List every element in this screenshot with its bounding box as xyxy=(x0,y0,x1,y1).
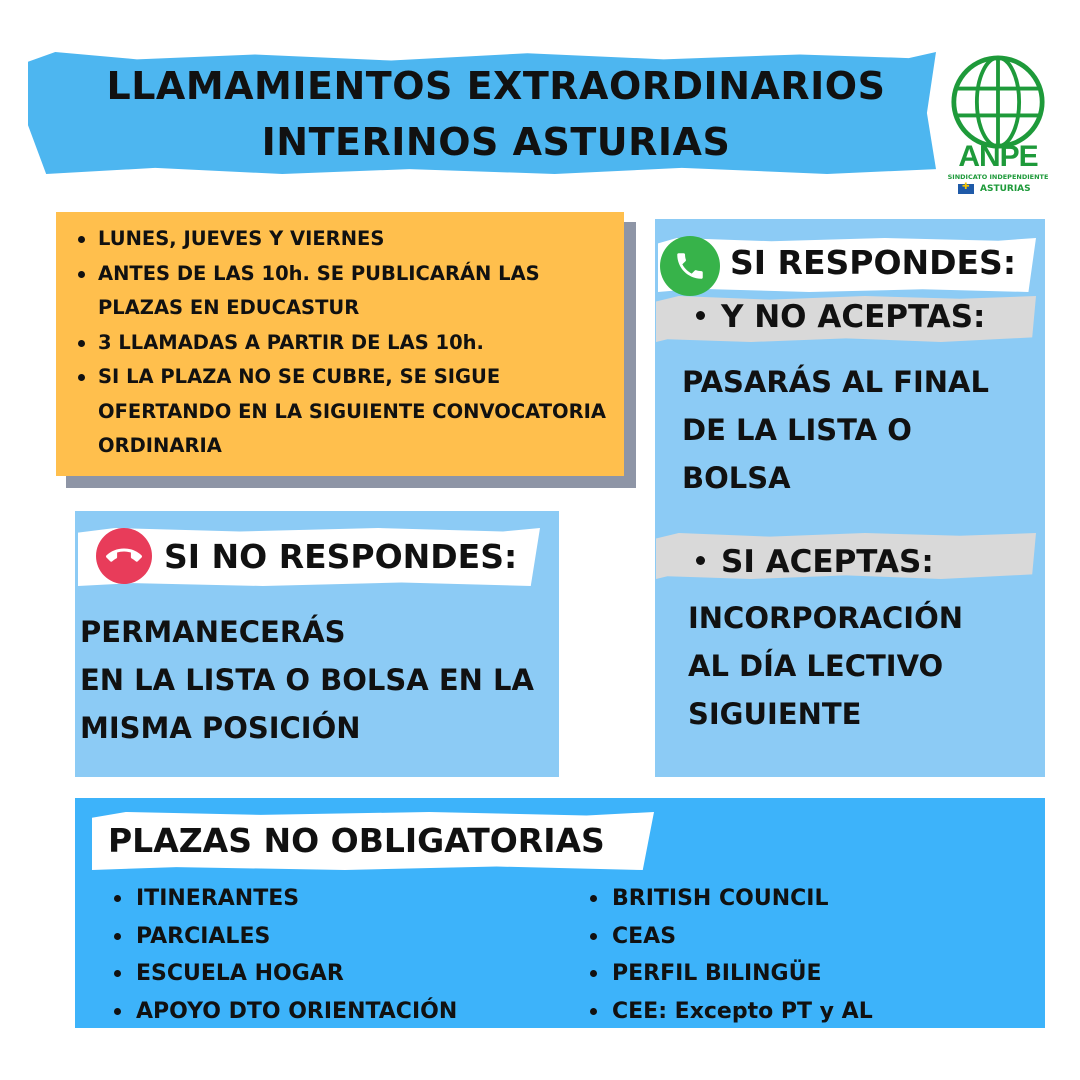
logo-region xyxy=(958,183,1048,195)
list-item: ESCUELA HOGAR xyxy=(112,955,572,993)
hang-up-phone-icon xyxy=(96,528,152,584)
logo-region-label: ASTURIAS xyxy=(980,184,1031,194)
phone-handset-icon xyxy=(673,249,707,283)
no-aceptas-label: Y NO ACEPTAS: xyxy=(721,299,986,335)
list-item: 3 LLAMADAS A PARTIR DE LAS 10h. xyxy=(74,326,608,361)
plazas-list-right xyxy=(588,880,1038,1030)
plazas-heading: PLAZAS NO OBLIGATORIAS xyxy=(108,821,605,860)
no-aceptas-heading xyxy=(696,294,985,340)
info-card xyxy=(56,212,624,476)
info-list xyxy=(74,222,608,464)
si-respondes-heading: SI RESPONDES: xyxy=(730,243,1017,282)
list-item: ITINERANTES xyxy=(112,880,572,918)
bullet-dot xyxy=(696,311,705,320)
list-item: PARCIALES xyxy=(112,918,572,956)
no-aceptas-text: PASARÁS AL FINAL DE LA LISTA O BOLSA xyxy=(682,365,989,495)
anpe-logo xyxy=(940,54,1056,194)
list-item: SI LA PLAZA NO SE CUBRE, SE SIGUE OFERTANDO EN LA SIGUIENTE CONVOCATORIA ORDINARIA xyxy=(74,360,608,464)
aceptas-text: INCORPORACIÓN AL DÍA LECTIVO SIGUIENTE xyxy=(688,601,964,731)
plazas-list-left xyxy=(112,880,572,1030)
list-item: CEAS xyxy=(588,918,1038,956)
phone-handset-icon xyxy=(106,538,142,574)
whatsapp-phone-icon xyxy=(660,236,720,296)
list-item: CEE: Excepto PT y AL xyxy=(588,993,1038,1031)
logo-wordmark: ANPE xyxy=(958,140,1038,173)
si-no-respondes-heading: SI NO RESPONDES: xyxy=(164,537,518,576)
asturias-flag-icon xyxy=(958,184,974,194)
list-item: ANTES DE LAS 10h. SE PUBLICARÁN LAS PLAZAS EN EDUCASTUR xyxy=(74,257,608,326)
list-item: PERFIL BILINGÜE xyxy=(588,955,1038,993)
bullet-dot xyxy=(696,556,705,565)
list-item: LUNES, JUEVES Y VIERNES xyxy=(74,222,608,257)
list-item: BRITISH COUNCIL xyxy=(588,880,1038,918)
aceptas-heading xyxy=(696,539,934,585)
si-no-respondes-text: PERMANECERÁS EN LA LISTA O BOLSA EN LA MISMA POSICIÓN xyxy=(80,615,534,745)
aceptas-label: SI ACEPTAS: xyxy=(721,544,934,580)
page-title: LLAMAMIENTOS EXTRAORDINARIOS INTERINOS ASTURIAS xyxy=(106,64,886,164)
list-item: APOYO DTO ORIENTACIÓN xyxy=(112,993,572,1031)
globe-icon xyxy=(950,54,1046,150)
logo-subtitle: SINDICATO INDEPENDIENTE xyxy=(947,173,1049,181)
